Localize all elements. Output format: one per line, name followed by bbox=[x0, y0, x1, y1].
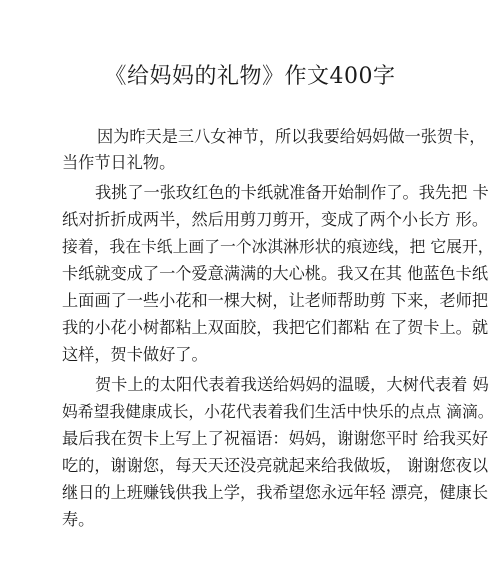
paragraph-3-line-1: 贺卡上的太阳代表着我送给妈妈的温暖，大树代表着 妈 bbox=[95, 375, 489, 394]
paragraph-2-line-6: 我的小花小树都粘上双面胶，我把它们都粘 在了贺卡上。就 bbox=[62, 318, 489, 337]
paragraph-2-line-3: 接着，我在卡纸上画了一个冰淇淋形状的痕迹线，把 它展开， bbox=[62, 237, 494, 256]
paragraph-3-line-2: 妈希望我健康成长，小花代表着我们生活中快乐的点点 滴滴。 bbox=[62, 402, 494, 421]
paragraph-2-line-2: 纸对折折成两半，然后用剪刀剪开，变成了两个小长方 形。 bbox=[62, 210, 489, 229]
document-title: 《给妈妈的礼物》作文400字 bbox=[104, 64, 396, 89]
paragraph-3-line-3: 最后我在贺卡上写上了祝福语：妈妈，谢谢您平时 给我买好 bbox=[62, 429, 489, 448]
paragraph-1-line-1: 因为昨天是三八女神节，所以我要给妈妈做一张贺卡， bbox=[97, 127, 486, 146]
paragraph-2-line-4: 卡纸就变成了一个爱意满满的大心桃。我又在其 他蓝色卡纸 bbox=[62, 264, 489, 283]
paragraph-2-line-1: 我挑了一张玫红色的卡纸就准备开始制作了。我先把 卡 bbox=[95, 183, 489, 202]
paragraph-2-line-7: 这样，贺卡做好了。 bbox=[62, 345, 208, 364]
paragraph-3-line-6: 寿。 bbox=[62, 510, 95, 529]
paragraph-3-line-5: 继日的上班赚钱供我上学，我希望您永远年轻 漂亮，健康长 bbox=[62, 483, 489, 502]
paragraph-1-line-2: 当作节日礼物。 bbox=[62, 153, 176, 172]
paragraph-2-line-5: 上面画了一些小花和一棵大树，让老师帮助剪 下来，老师把 bbox=[62, 291, 489, 310]
paragraph-3-line-4: 吃的，谢谢您，每天天还没亮就起来给我做坂， 谢谢您夜以 bbox=[62, 456, 489, 475]
